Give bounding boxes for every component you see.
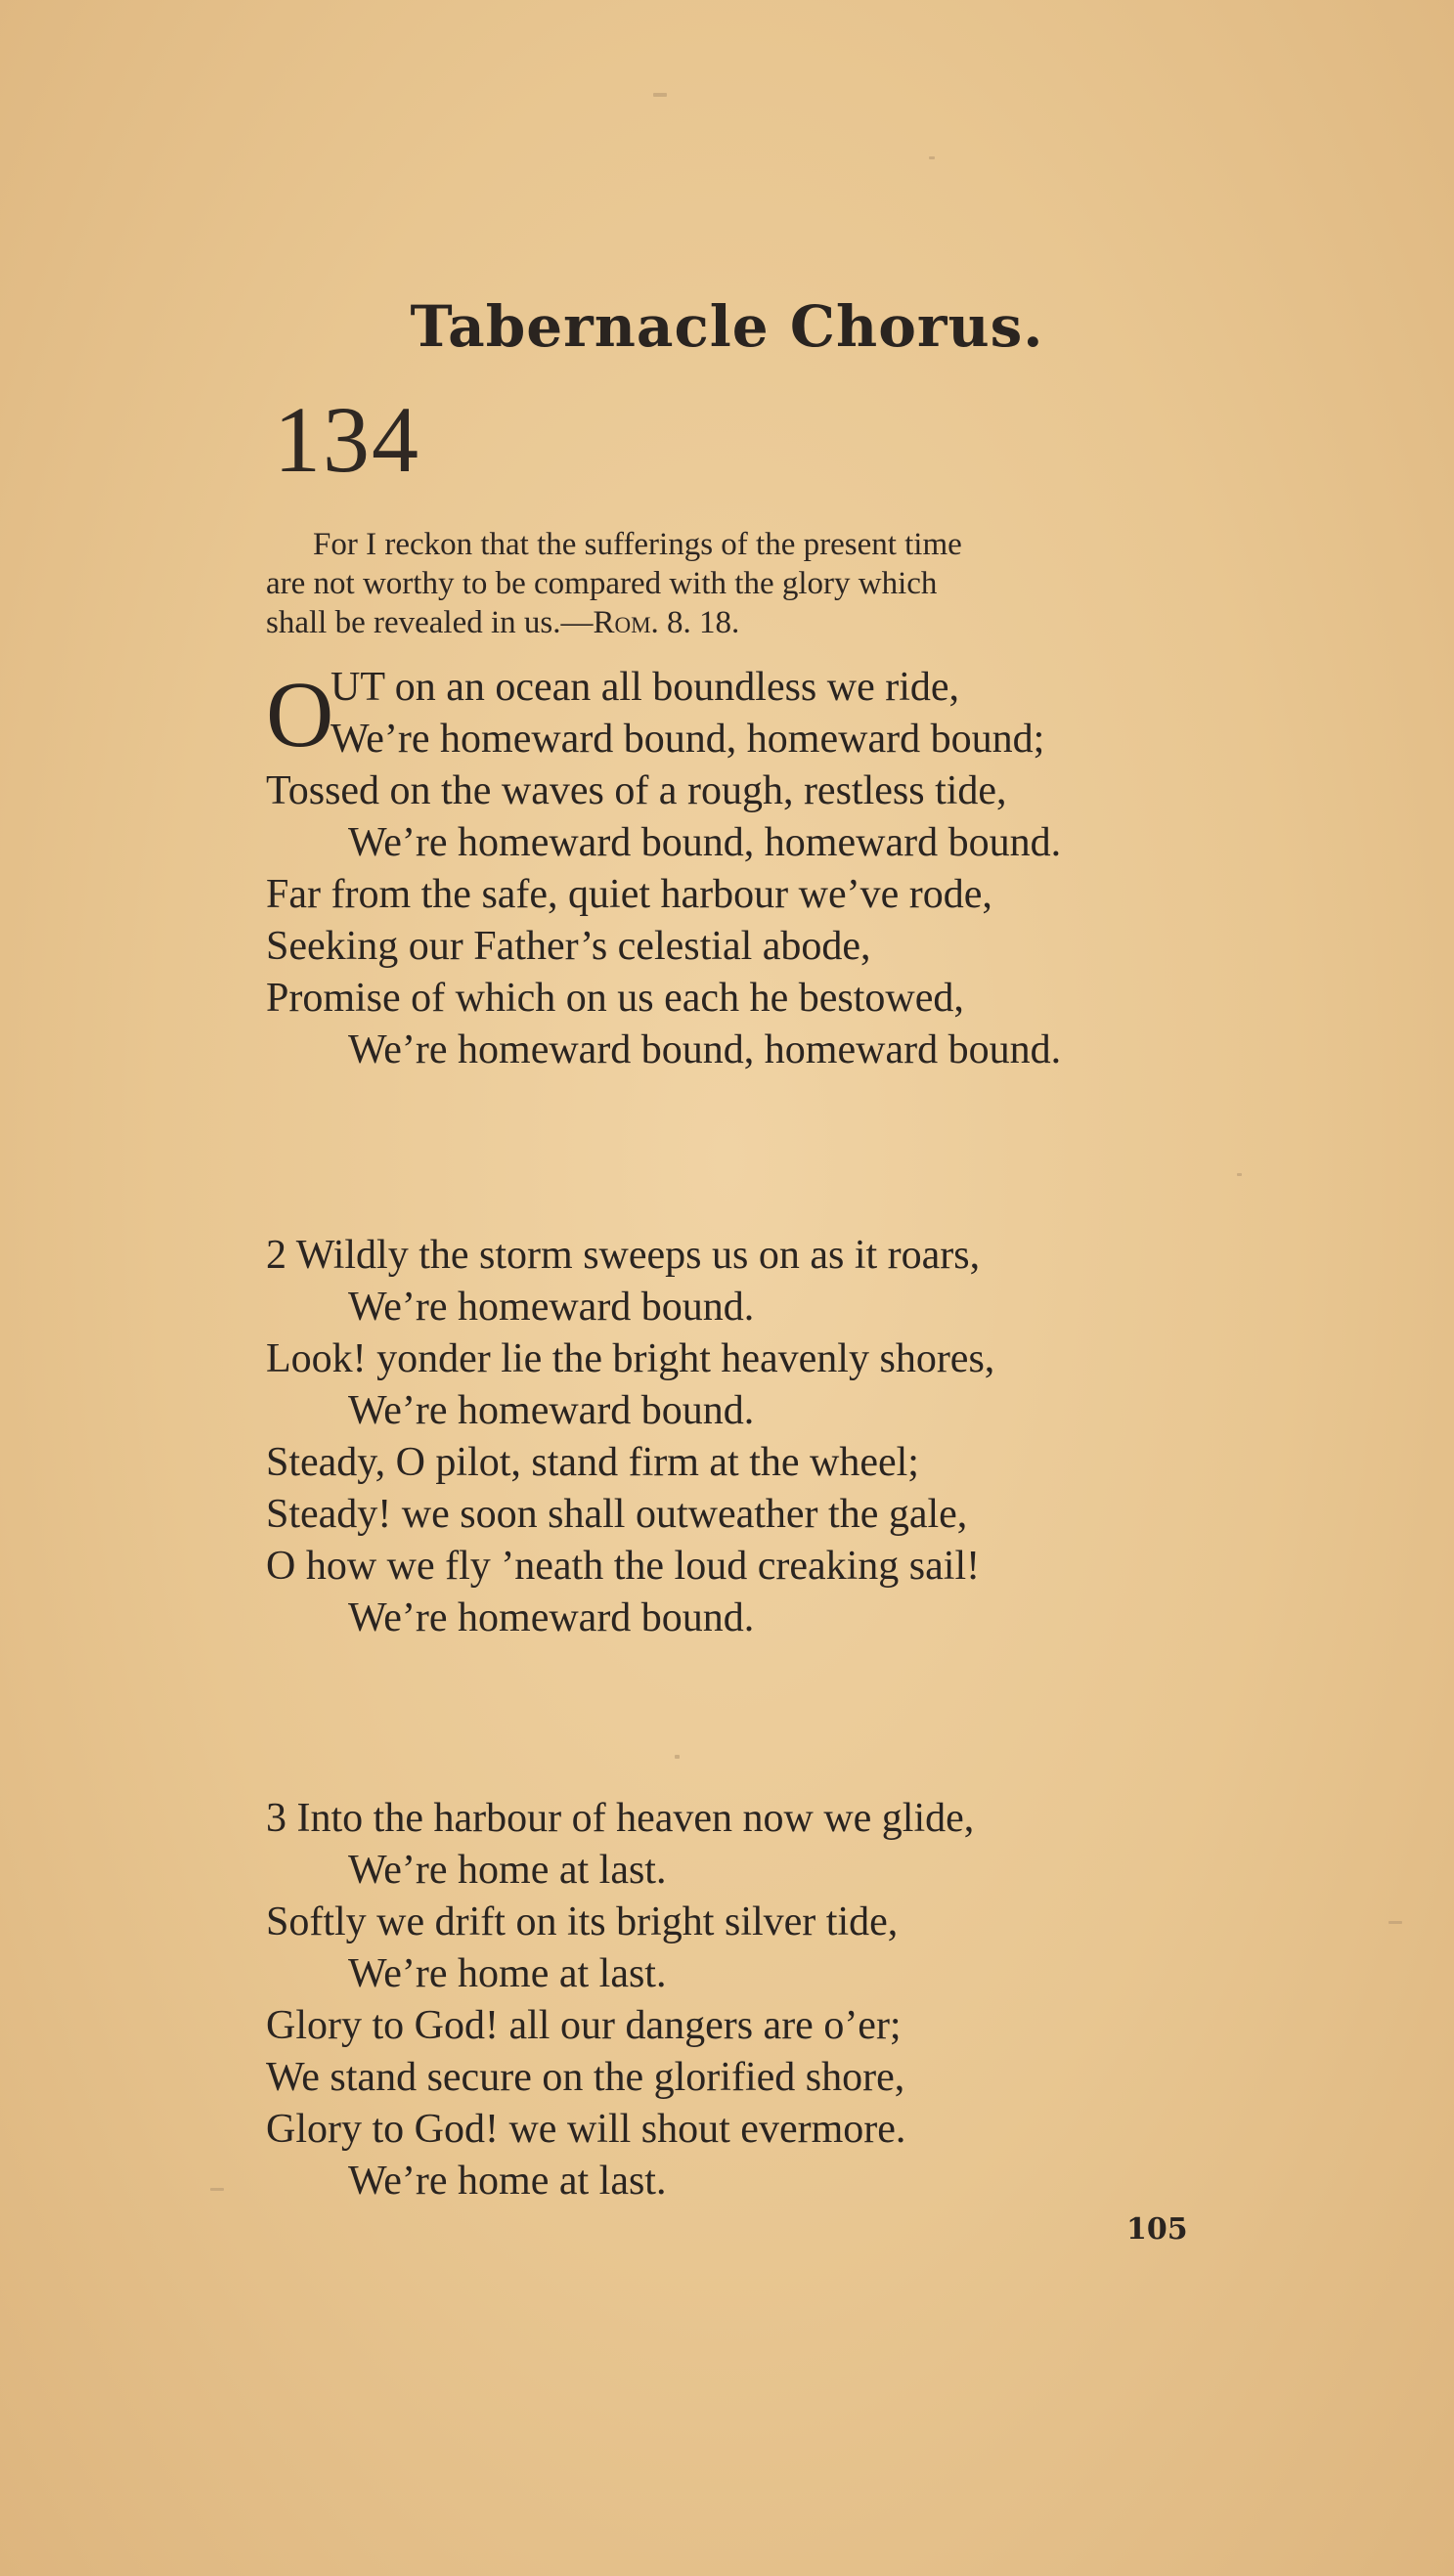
epigraph-line-text: shall be revealed in us.—	[266, 605, 594, 640]
verse-line: We’re homeward bound.	[348, 1595, 755, 1640]
verse-line: We’re homeward bound, homeward bound;	[330, 717, 1045, 762]
paper-speck	[210, 2188, 224, 2191]
stanza-1	[266, 662, 1342, 1076]
verse-line: Glory to God! we will shout evermore.	[266, 2107, 906, 2152]
paper-speck	[1237, 1173, 1242, 1176]
verse-line: Glory to God! all our dangers are o’er;	[266, 2003, 902, 2048]
paper-speck	[653, 93, 667, 97]
page-number: 105	[1126, 2212, 1188, 2247]
paper-speck	[1388, 1921, 1402, 1924]
verse-line: We’re home at last.	[348, 1951, 667, 1996]
verse-line: Far from the safe, quiet harbour we’ve rode,	[266, 872, 992, 917]
verse-line: We’re homeward bound, homeward bound.	[348, 820, 1062, 865]
verse-line: Softly we drift on its bright silver tide,	[266, 1899, 899, 1944]
verse-line: Seeking our Father’s celestial abode,	[266, 924, 871, 969]
drop-cap: O	[266, 662, 334, 766]
verse-line: We’re homeward bound, homeward bound.	[348, 1027, 1062, 1072]
hymn-number: 134	[274, 387, 420, 492]
verse-line: We’re home at last.	[348, 2159, 667, 2204]
epigraph-line: For I reckon that the sufferings of the present time	[313, 527, 962, 562]
verse-line: Promise of which on us each he bestowed,	[266, 976, 964, 1021]
paper-speck	[929, 156, 935, 159]
verse-line: Steady! we soon shall outweather the gale,	[266, 1492, 968, 1537]
verse-line: UT on an ocean all boundless we ride,	[330, 665, 960, 710]
verse-line: We’re homeward bound.	[348, 1285, 755, 1330]
verse-line: O how we fly ’neath the loud creaking sail!	[266, 1544, 981, 1589]
verse-line: Tossed on the waves of a rough, restless tide,	[266, 768, 1007, 813]
scripture-epigraph	[266, 525, 1328, 642]
scripture-reference: Rom. 8. 18.	[593, 605, 740, 640]
stanza-3	[266, 1793, 1342, 2207]
verse-line: 3 Into the harbour of heaven now we glide,	[266, 1796, 975, 1841]
epigraph-line	[266, 603, 1328, 642]
verse-line: We’re home at last.	[348, 1848, 667, 1893]
verse-line: We’re homeward bound.	[348, 1388, 755, 1433]
verse-line: Look! yonder lie the bright heavenly shores,	[266, 1336, 995, 1381]
stanza-2	[266, 1230, 1342, 1644]
verse-line: We stand secure on the glorified shore,	[266, 2055, 905, 2100]
verse-line: Steady, O pilot, stand firm at the wheel;	[266, 1440, 919, 1485]
running-head: Tabernacle Chorus.	[410, 293, 1044, 360]
paper-speck	[675, 1755, 680, 1759]
epigraph-line: are not worthy to be compared with the glory which	[266, 566, 938, 601]
verse-line: 2 Wildly the storm sweeps us on as it roars,	[266, 1233, 981, 1278]
